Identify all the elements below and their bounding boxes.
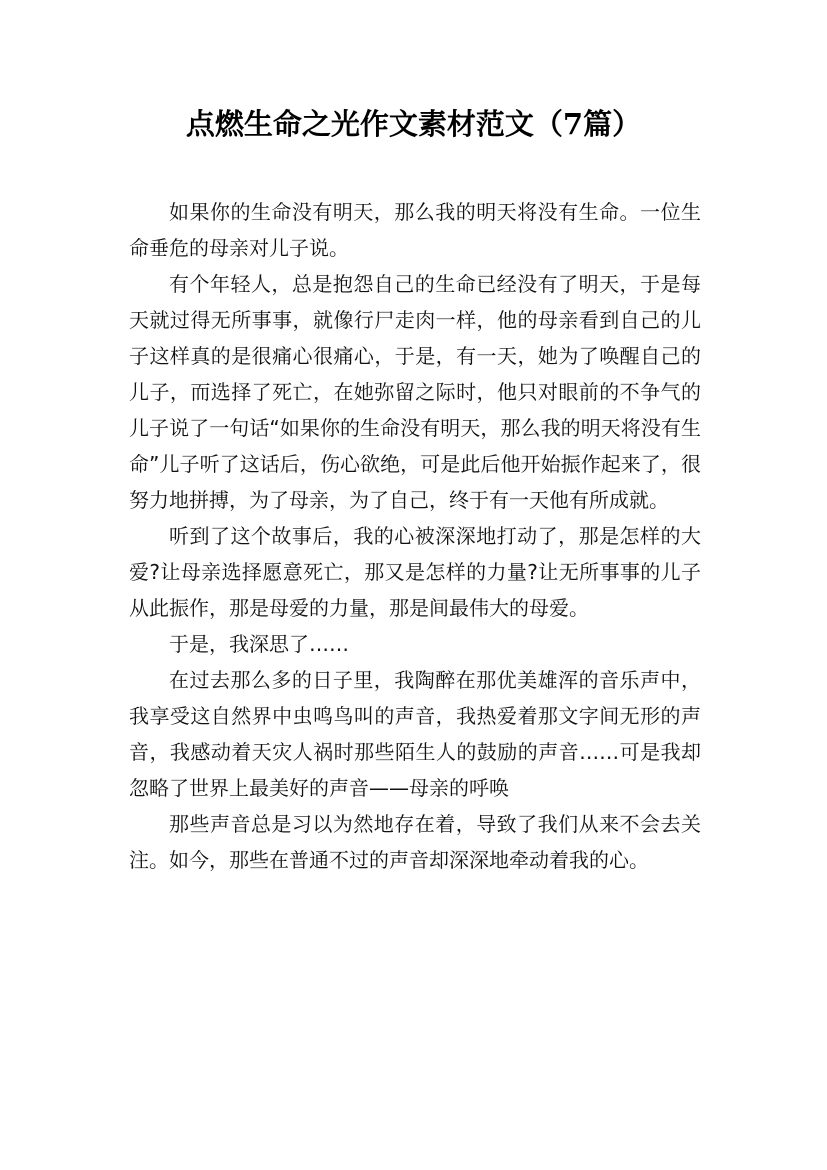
document-body [129,194,701,878]
paragraph-4: 于是，我深思了…… [169,632,349,656]
document-title: 点燃生命之光作文素材范文（7篇） [185,107,642,141]
paragraph-6: 那些声音总是习以为然地存在着，导致了我们从来不会去关注。如今，那些在普通不过的声音却深深地牵动着我的心。 [129,812,701,872]
paragraph-1: 如果你的生命没有明天，那么我的明天将没有生命。一位生命垂危的母亲对儿子说。 [129,200,701,260]
paragraph-5: 在过去那么多的日子里，我陶醉在那优美雄浑的音乐声中，我享受这自然界中虫鸣鸟叫的声音，我热爱着那文字间无形的声音，我感动着天灾人祸时那些陌生人的鼓励的声音……可是我却忽略了世界上最美好的声音——母亲的呼唤 [129,668,701,800]
paragraph-2: 有个年轻人，总是抱怨自己的生命已经没有了明天，于是每天就过得无所事事，就像行尸走肉一样，他的母亲看到自己的儿子这样真的是很痛心很痛心，于是，有一天，她为了唤醒自己的儿子，而选择了死亡，在她弥留之际时，他只对眼前的不争气的儿子说了一句话“如果你的生命没有明天，那么我的明天将没有生命”儿子听了这话后，伤心欲绝，可是此后他开始振作起来了，很努力地拼搏，为了母亲，为了自己，终于有一天他有所成就。 [129,272,701,512]
paragraph-3: 听到了这个故事后，我的心被深深地打动了，那是怎样的大爱?让母亲选择愿意死亡，那又是怎样的力量?让无所事事的儿子从此振作，那是母爱的力量，那是间最伟大的母爱。 [129,524,701,620]
